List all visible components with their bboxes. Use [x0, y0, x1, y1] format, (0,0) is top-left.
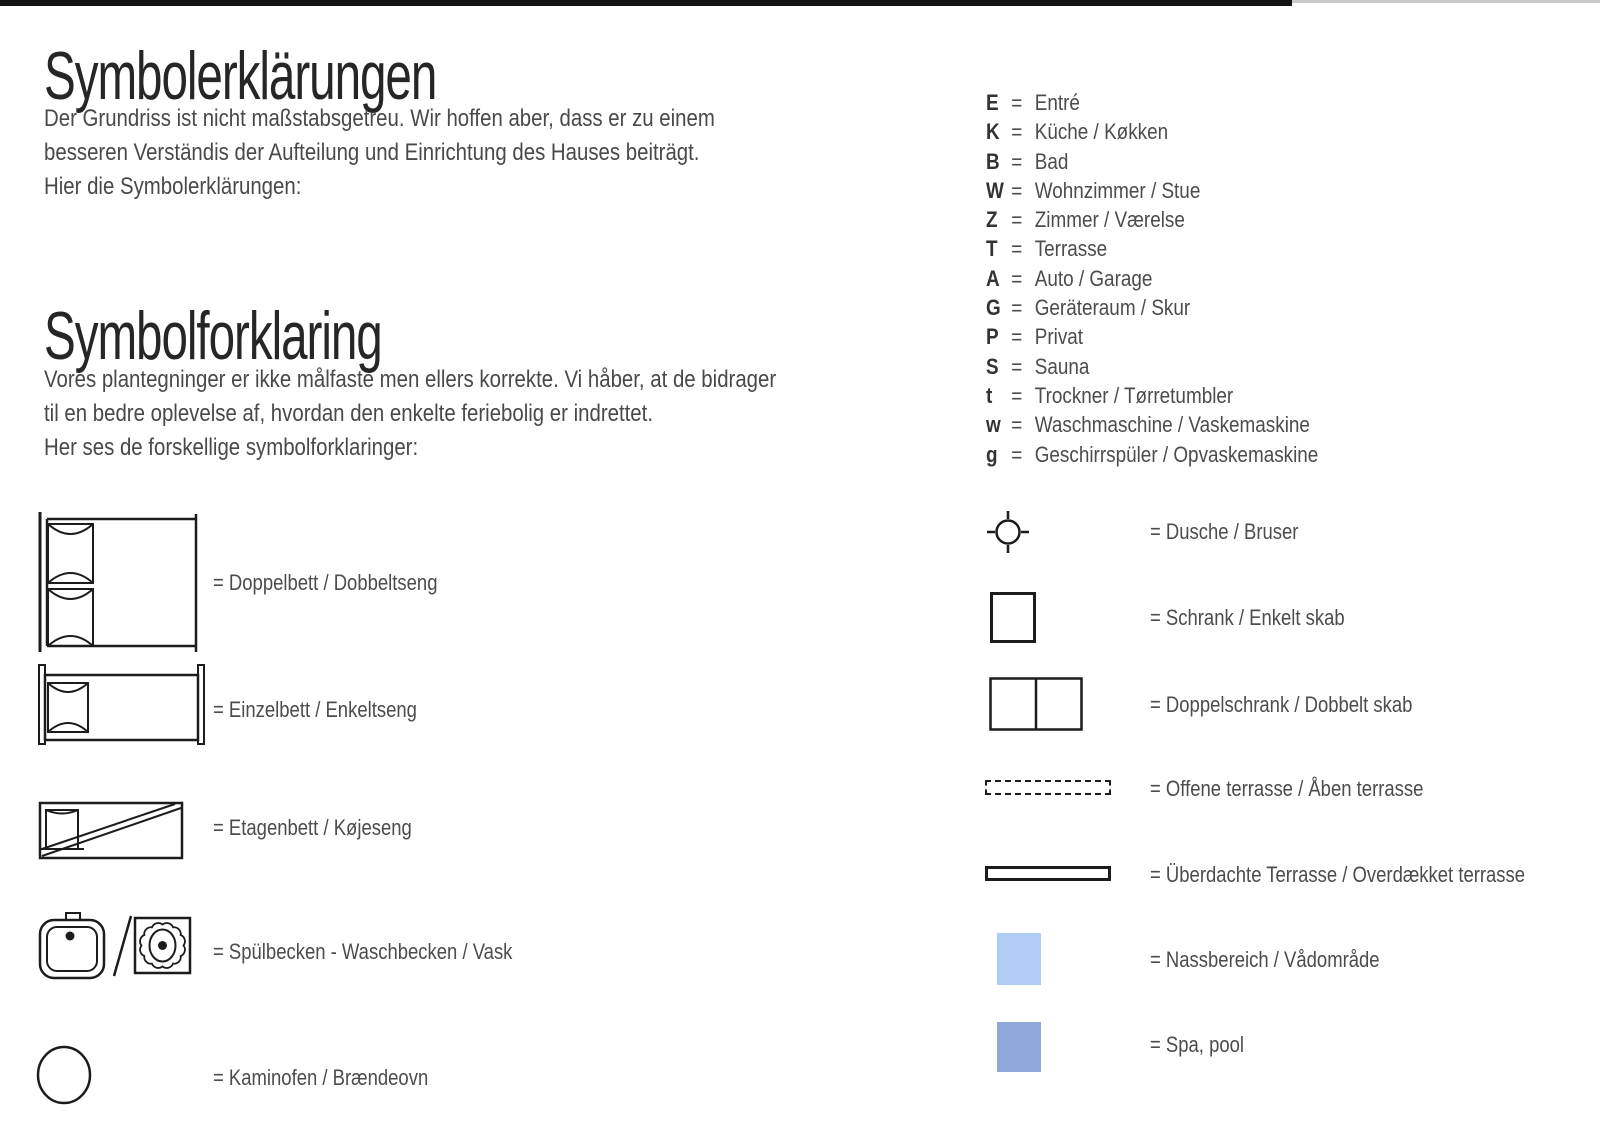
room-letter: T — [986, 236, 998, 262]
room-letter: A — [986, 265, 1000, 291]
spa-pool-icon — [997, 1022, 1041, 1072]
bunk-bed-icon — [38, 798, 188, 863]
equals-sign: = — [1011, 90, 1023, 115]
room-letter-legend — [986, 88, 1318, 469]
wood-stove-icon — [34, 1044, 94, 1106]
open-terrace-icon — [985, 780, 1111, 795]
room-label: Waschmaschine / Vaskemaskine — [1034, 412, 1310, 438]
intro-danish-line: Vores plantegninger er ikke målfaste men ellers korrekte. Vi håber, at de bidrager — [44, 366, 777, 393]
equals-sign: = — [1011, 119, 1023, 145]
intro-danish-line: Her ses de forskellige symbolforklaringer: — [44, 434, 419, 461]
room-label: Bad — [1034, 148, 1069, 174]
letter-legend-row — [986, 234, 1318, 263]
legend-label: = Doppelschrank / Dobbelt skab — [1150, 692, 1413, 717]
legend-label: = Doppelbett / Dobbeltseng — [213, 570, 438, 595]
letter-legend-row — [986, 293, 1318, 322]
intro-danish — [44, 363, 905, 465]
letter-legend-row — [986, 205, 1318, 234]
intro-german-line: Der Grundriss ist nicht maßstabsgetreu. Wir hoffen aber, dass er zu einem — [44, 105, 715, 132]
equals-sign: = — [1011, 441, 1023, 467]
room-label: Geschirrspüler / Opvaskemaskine — [1034, 441, 1319, 467]
legend-label: = Offene terrasse / Åben terrasse — [1150, 776, 1424, 801]
covered-terrace-icon — [985, 866, 1111, 881]
letter-legend-row — [986, 440, 1318, 469]
single-wardrobe-icon — [990, 592, 1036, 643]
intro-german-line: Hier die Symbolerklärungen: — [44, 173, 302, 200]
equals-sign: = — [1011, 148, 1023, 174]
legend-label: = Schrank / Enkelt skab — [1150, 605, 1345, 630]
room-label: Küche / Køkken — [1034, 119, 1169, 145]
room-letter: W — [986, 177, 1004, 203]
wet-area-icon — [997, 933, 1041, 985]
letter-legend-row — [986, 88, 1318, 117]
letter-legend-row — [986, 147, 1318, 176]
letter-legend-row — [986, 352, 1318, 381]
equals-sign: = — [1011, 324, 1023, 350]
top-scan-bar-dark — [0, 0, 1292, 6]
room-letter: g — [986, 441, 998, 467]
room-label: Geräteraum / Skur — [1034, 295, 1191, 321]
top-scan-bar-light — [1292, 0, 1600, 3]
room-label: Wohnzimmer / Stue — [1034, 177, 1201, 203]
legend-label: = Dusche / Bruser — [1150, 519, 1299, 544]
room-letter: Z — [986, 207, 998, 233]
legend-label: = Spa, pool — [1150, 1032, 1245, 1057]
letter-legend-row — [986, 322, 1318, 351]
intro-german — [44, 102, 833, 204]
equals-sign: = — [1011, 382, 1023, 408]
intro-danish-line: til en bedre oplevelse af, hvordan den enkelte feriebolig er indrettet. — [44, 400, 653, 427]
room-label: Terrasse — [1034, 236, 1108, 262]
letter-legend-row — [986, 381, 1318, 410]
room-label: Privat — [1034, 324, 1084, 350]
equals-sign: = — [1011, 177, 1023, 203]
shower-icon — [986, 510, 1030, 554]
room-letter: B — [986, 148, 1000, 174]
double-bed-icon — [36, 506, 204, 654]
letter-legend-row — [986, 410, 1318, 439]
legend-label: = Überdachte Terrasse / Overdækket terrasse — [1150, 862, 1526, 887]
equals-sign: = — [1011, 236, 1023, 262]
room-letter: G — [986, 295, 1001, 321]
room-letter: P — [986, 324, 999, 350]
double-wardrobe-icon — [989, 677, 1083, 731]
equals-sign: = — [1011, 353, 1023, 379]
letter-legend-row — [986, 176, 1318, 205]
page-title-german: Symbolerklärungen — [44, 37, 437, 114]
room-label: Auto / Garage — [1034, 265, 1153, 291]
single-bed-icon — [36, 660, 208, 750]
letter-legend-row — [986, 264, 1318, 293]
room-label: Trockner / Tørretumbler — [1034, 382, 1234, 408]
sink-basin-icon — [36, 896, 196, 981]
legend-label: = Etagenbett / Køjeseng — [213, 815, 412, 840]
room-label: Zimmer / Værelse — [1034, 207, 1185, 233]
legend-label: = Nassbereich / Vådområde — [1150, 947, 1380, 972]
equals-sign: = — [1011, 207, 1023, 233]
room-label: Sauna — [1034, 353, 1090, 379]
room-letter: w — [986, 412, 1001, 438]
letter-legend-row — [986, 117, 1318, 146]
equals-sign: = — [1011, 412, 1023, 438]
room-letter: S — [986, 353, 999, 379]
legend-label: = Einzelbett / Enkeltseng — [213, 697, 417, 722]
room-letter: t — [986, 382, 993, 408]
room-label: Entré — [1034, 90, 1080, 115]
room-letter: E — [986, 90, 999, 115]
room-letter: K — [986, 119, 1000, 145]
equals-sign: = — [1011, 295, 1023, 321]
legend-label: = Kaminofen / Brændeovn — [213, 1065, 429, 1090]
equals-sign: = — [1011, 265, 1023, 291]
intro-german-line: besseren Verständis der Aufteilung und Einrichtung des Hauses beiträgt. — [44, 139, 700, 166]
legend-label: = Spülbecken - Waschbecken / Vask — [213, 939, 513, 964]
page-title-danish: Symbolforklaring — [44, 297, 382, 374]
